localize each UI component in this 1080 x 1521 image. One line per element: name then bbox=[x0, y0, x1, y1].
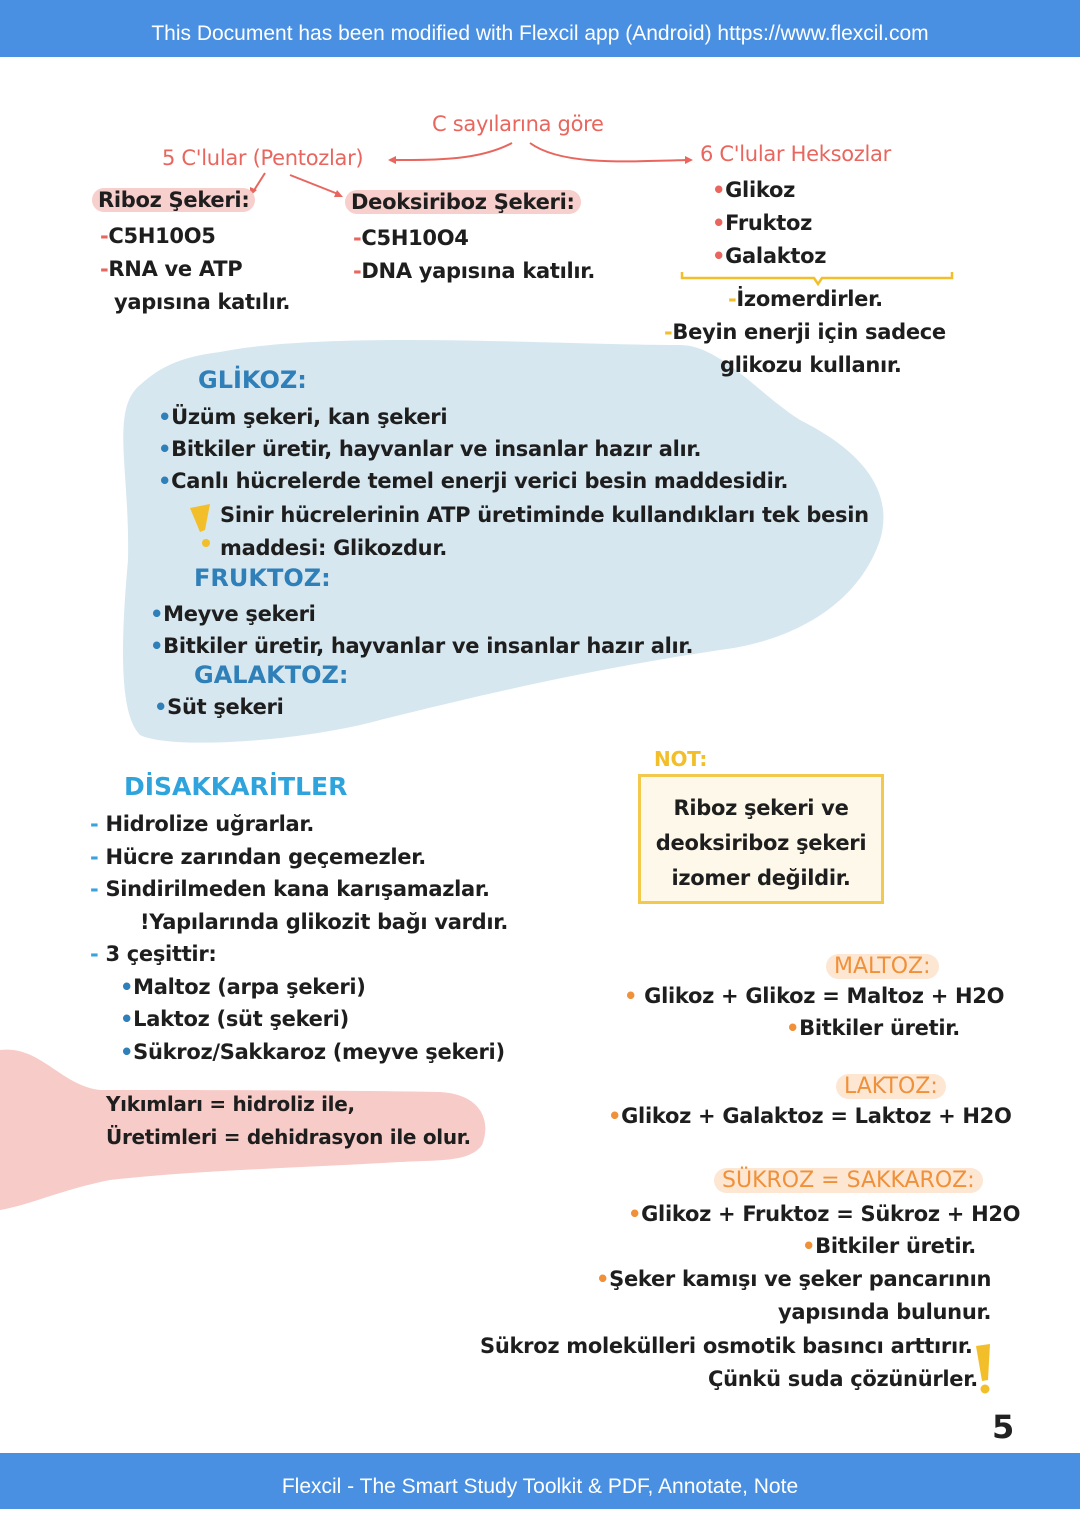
sukroz-note-1: •Bitkiler üretir. bbox=[802, 1234, 976, 1258]
list-item: •Galaktoz bbox=[712, 244, 827, 268]
laktoz-equation: •Glikoz + Galaktoz = Laktoz + H2O bbox=[608, 1104, 1012, 1128]
fruktoz-list: •Meyve şekeri •Bitkiler üretir, hayvanlar ve insanlar hazır alır. bbox=[150, 602, 694, 658]
sukroz-heading: SÜKROZ = SAKKAROZ: bbox=[714, 1168, 983, 1193]
heksoz-note-2: -Beyin enerji için sadece bbox=[664, 320, 946, 344]
disakkaritler-list: - Hidrolize uğrarlar. - Hücre zarından geçemezler. - Sindirilmeden kana karışamazlar. !Yapılarında glikozit bağı vardır. - 3 çeşittir: •Maltoz (arpa şekeri) •Laktoz (süt şekeri) •Sükroz/Sakkaroz (meyve şekeri) bbox=[90, 812, 509, 1064]
maltoz-heading: MALTOZ: bbox=[826, 954, 939, 979]
maltoz-equation: • Glikoz + Glikoz = Maltoz + H2O bbox=[624, 984, 1005, 1008]
riboz-title: Riboz Şekeri: bbox=[92, 188, 255, 212]
riboz-details: -C5H10O5 -RNA ve ATP yapısına katılır. bbox=[100, 224, 291, 314]
deoksiriboz-details: -C5H10O4 -DNA yapısına katılır. bbox=[353, 226, 596, 283]
sukroz-note-3: yapısında bulunur. bbox=[778, 1300, 992, 1324]
glikoz-warning: Sinir hücrelerinin ATP üretiminde kullandıkları tek besin maddesi: Glikozdur. bbox=[220, 503, 869, 560]
disakkaritler-heading: DİSAKKARİTLER bbox=[124, 772, 348, 801]
maltoz-note: •Bitkiler üretir. bbox=[786, 1016, 960, 1040]
page-number: 5 bbox=[992, 1408, 1015, 1446]
sukroz-note-2: •Şeker kamışı ve şeker pancarının bbox=[596, 1267, 992, 1291]
exclamation-icon: ! bbox=[140, 909, 150, 934]
glikoz-heading: GLİKOZ: bbox=[198, 366, 307, 394]
footer-banner: Flexcil - The Smart Study Toolkit & PDF, Annotate, Note bbox=[0, 1453, 1080, 1509]
heksoz-list bbox=[712, 174, 826, 273]
note-label: NOT: bbox=[654, 747, 708, 771]
fruktoz-heading: FRUKTOZ: bbox=[194, 564, 331, 592]
sukroz-equation: •Glikoz + Fruktoz = Sükroz + H2O bbox=[628, 1202, 1021, 1226]
note-box: Riboz şekeri ve deoksiriboz şekeri izomer değildir. bbox=[638, 774, 884, 904]
galaktoz-heading: GALAKTOZ: bbox=[194, 661, 349, 689]
heksoz-note-1: -İzomerdirler. bbox=[728, 287, 883, 311]
heksoz-note-3: glikozu kullanır. bbox=[720, 353, 902, 377]
header-banner: This Document has been modified with Flexcil app (Android) https://www.flexcil.com bbox=[0, 0, 1080, 57]
galaktoz-list: •Süt şekeri bbox=[154, 695, 284, 719]
disakkaritler-summary: Yıkımları = hidroliz ile, Üretimleri = dehidrasyon ile olur. bbox=[106, 1092, 471, 1149]
list-item: •Glikoz bbox=[712, 178, 796, 202]
heksoz-title: 6 C'lular Heksozlar bbox=[700, 142, 891, 166]
laktoz-heading: LAKTOZ: bbox=[836, 1074, 946, 1099]
sukroz-warning-1: Sükroz molekülleri osmotik basıncı arttırır. bbox=[480, 1334, 973, 1358]
list-item: •Fruktoz bbox=[712, 211, 812, 235]
tree-root-label: C sayılarına göre bbox=[432, 112, 604, 136]
deoksiriboz-title: Deoksiriboz Şekeri: bbox=[345, 190, 581, 214]
glikoz-list: •Üzüm şekeri, kan şekeri •Bitkiler üretir, hayvanlar ve insanlar hazır alır. •Canlı hücrelerde temel enerji verici besin maddesidir. bbox=[158, 405, 789, 493]
sukroz-warning-2: Çünkü suda çözünürler. bbox=[708, 1367, 978, 1391]
pentoz-title: 5 C'lular (Pentozlar) bbox=[162, 146, 364, 170]
